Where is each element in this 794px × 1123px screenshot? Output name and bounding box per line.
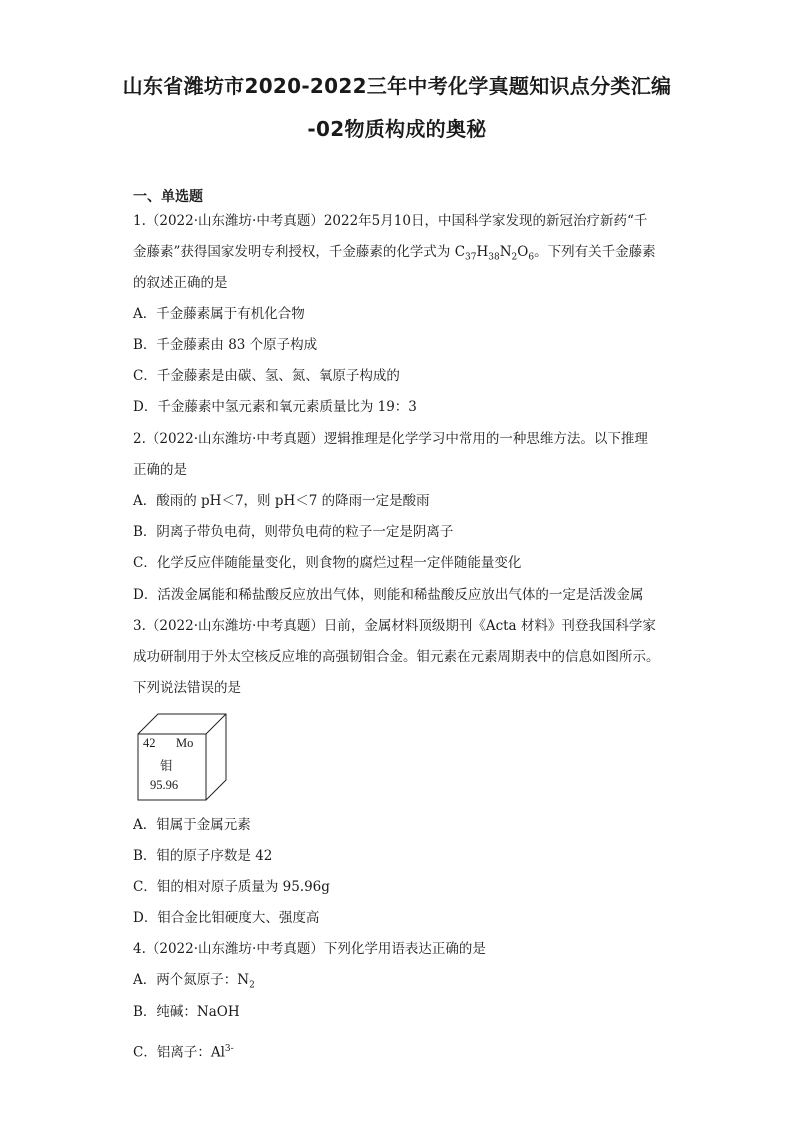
q4-option-a: A．两个氮原子：$N_2$: [133, 972, 255, 991]
q3-option-a: A．钼属于金属元素: [133, 817, 251, 833]
element-name: 钼: [160, 759, 173, 773]
q2-option-c: C．化学反应伴随能量变化，则食物的腐烂过程一定伴随能量变化: [133, 555, 522, 571]
element-atomic-number: 42: [143, 736, 156, 750]
q2-stem-line1: 2.（2022·山东潍坊·中考真题）逻辑推理是化学学习中常用的一种思维方法。以下推理: [133, 431, 648, 447]
q2-option-a: A．酸雨的 pH＜7，则 pH＜7 的降雨一定是酸雨: [133, 493, 430, 509]
q1-option-c: C．千金藤素是由碳、氢、氮、氧原子构成的: [133, 368, 400, 384]
q3-option-c: C．钼的相对原子质量为 95.96g: [133, 879, 330, 895]
section-heading: 一、单选题: [133, 189, 203, 205]
document-title-line2: -02物质构成的奥秘: [307, 117, 487, 141]
q4-stem-line1: 4.（2022·山东潍坊·中考真题）下列化学用语表达正确的是: [133, 941, 486, 957]
q2-option-d: D．活泼金属能和稀盐酸反应放出气体，则能和稀盐酸反应放出气体的一定是活泼金属: [133, 587, 644, 603]
q1-stem-line2: 金藤素”获得国家发明专利授权，千金藤素的化学式为 $C_{37}H_{38}N_2O_6$。下列有关千金藤素: [133, 244, 656, 263]
element-mass: 95.96: [150, 778, 179, 792]
element-symbol: Mo: [176, 736, 194, 750]
element-cell-diagram: [136, 712, 228, 802]
q1-option-d: D．千金藤素中氢元素和氧元素质量比为 19：3: [133, 399, 417, 415]
q2-option-b: B．阴离子带负电荷，则带负电荷的粒子一定是阴离子: [133, 524, 454, 540]
q3-stem-line2: 成功研制用于外太空核反应堆的高强韧钼合金。钼元素在元素周期表中的信息如图所示。: [133, 649, 660, 665]
q3-stem-line1: 3.（2022·山东潍坊·中考真题）日前，金属材料顶级期刊《Acta 材料》刊登我国科学家: [133, 618, 656, 634]
document-title-line1: 山东省潍坊市2020-2022三年中考化学真题知识点分类汇编: [122, 74, 672, 98]
q4-option-b: B．纯碱：NaOH: [133, 1004, 240, 1020]
q3-option-d: D．钼合金比钼硬度大、强度高: [133, 910, 320, 926]
q1-stem-line3: 的叙述正确的是: [133, 275, 228, 291]
q2-stem-line2: 正确的是: [133, 462, 187, 478]
q1-stem-line1: 1.（2022·山东潍坊·中考真题）2022年5月10日，中国科学家发现的新冠治疗新药“千: [133, 213, 648, 229]
q3-option-b: B．钼的原子序数是 42: [133, 848, 273, 864]
q3-stem-line3: 下列说法错误的是: [133, 680, 241, 696]
q1-option-b: B．千金藤素由 83 个原子构成: [133, 337, 318, 353]
q4-option-c: C．铝离子：$Al^{3-}$: [133, 1044, 234, 1061]
q1-option-a: A．千金藤素属于有机化合物: [133, 306, 305, 322]
